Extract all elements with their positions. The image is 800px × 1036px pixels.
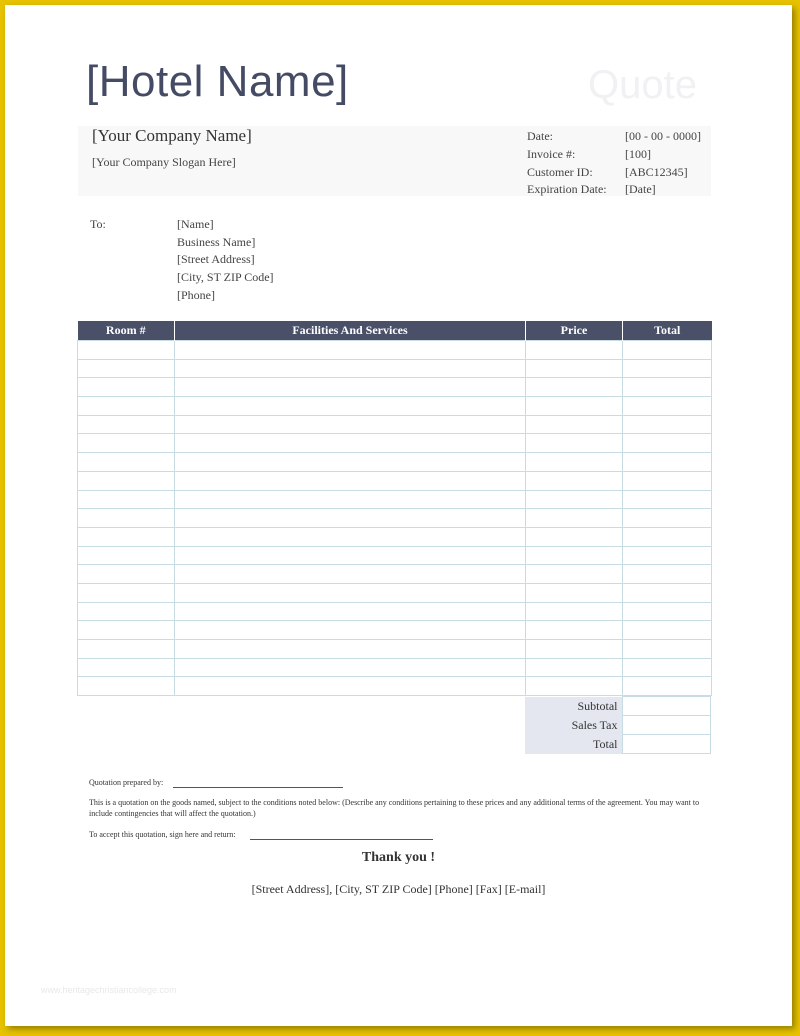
table-cell[interactable] [526, 640, 623, 659]
table-cell[interactable] [623, 453, 712, 472]
table-header-row [78, 321, 712, 341]
table-row [78, 359, 712, 378]
table-cell[interactable] [78, 546, 175, 565]
table-cell[interactable] [175, 602, 526, 621]
recipient-business: Business Name] [177, 235, 256, 249]
table-cell[interactable] [623, 546, 712, 565]
table-cell[interactable] [623, 341, 712, 360]
table-cell[interactable] [623, 602, 712, 621]
doc-type-watermark: Quote [588, 63, 697, 107]
table-cell[interactable] [526, 415, 623, 434]
expiration-date-label: Expiration Date: [527, 182, 607, 196]
table-row [78, 434, 712, 453]
company-slogan: [Your Company Slogan Here] [92, 155, 236, 169]
subtotal-row [525, 697, 711, 716]
subtotal-label: Subtotal [525, 697, 622, 716]
table-cell[interactable] [175, 471, 526, 490]
table-cell[interactable] [623, 359, 712, 378]
invoice-number-value: [100] [625, 147, 651, 161]
sales-tax-value-cell[interactable] [622, 716, 711, 735]
quote-page [5, 5, 792, 1026]
subtotal-value-cell[interactable] [622, 697, 711, 716]
table-cell[interactable] [175, 341, 526, 360]
table-cell[interactable] [623, 658, 712, 677]
table-cell[interactable] [78, 415, 175, 434]
date-value: [00 - 00 - 0000] [625, 129, 701, 143]
table-cell[interactable] [78, 453, 175, 472]
table-row [78, 415, 712, 434]
table-cell[interactable] [526, 341, 623, 360]
table-cell[interactable] [526, 378, 623, 397]
sales-tax-label: Sales Tax [525, 716, 622, 735]
table-cell[interactable] [175, 527, 526, 546]
table-cell[interactable] [623, 640, 712, 659]
company-name: [Your Company Name] [92, 126, 252, 145]
invoice-number-label: Invoice #: [527, 147, 576, 161]
table-row [78, 583, 712, 602]
table-cell[interactable] [175, 509, 526, 528]
recipient-street: [Street Address] [177, 252, 255, 266]
table-cell[interactable] [78, 583, 175, 602]
table-cell[interactable] [175, 546, 526, 565]
table-row [78, 546, 712, 565]
customer-id-value: [ABC12345] [625, 165, 688, 179]
table-cell[interactable] [78, 341, 175, 360]
table-cell[interactable] [175, 677, 526, 696]
table-cell[interactable] [526, 509, 623, 528]
signature-line[interactable] [250, 839, 433, 840]
table-cell[interactable] [526, 434, 623, 453]
customer-id-label: Customer ID: [527, 165, 593, 179]
table-cell[interactable] [623, 415, 712, 434]
table-cell[interactable] [526, 677, 623, 696]
table-cell[interactable] [175, 583, 526, 602]
total-label: Total [525, 735, 622, 754]
table-cell[interactable] [526, 397, 623, 416]
thank-you-text: Thank you ! [361, 850, 436, 865]
site-watermark: www.heritagechristiancollege.com [41, 985, 177, 995]
table-cell[interactable] [78, 434, 175, 453]
table-cell[interactable] [78, 490, 175, 509]
table-cell[interactable] [175, 565, 526, 584]
table-row [78, 453, 712, 472]
table-cell[interactable] [526, 658, 623, 677]
table-cell[interactable] [526, 583, 623, 602]
table-cell[interactable] [526, 565, 623, 584]
prepared-by-label: Quotation prepared by: [89, 778, 164, 787]
table-cell[interactable] [623, 378, 712, 397]
total-value-cell[interactable] [622, 735, 711, 754]
table-cell[interactable] [78, 509, 175, 528]
table-cell[interactable] [78, 378, 175, 397]
table-cell[interactable] [526, 527, 623, 546]
recipient-phone: [Phone] [177, 288, 215, 302]
table-cell[interactable] [526, 471, 623, 490]
table-cell[interactable] [78, 359, 175, 378]
table-cell[interactable] [78, 621, 175, 640]
sales-tax-row [525, 716, 711, 735]
table-cell[interactable] [526, 621, 623, 640]
expiration-date-value: [Date] [625, 182, 656, 196]
table-cell[interactable] [623, 397, 712, 416]
column-header-room: Room # [78, 321, 175, 341]
line-items-table [77, 321, 712, 696]
footer-contact: [Street Address], [City, ST ZIP Code] [Phone] [Fax] [E-mail] [251, 882, 546, 896]
table-cell[interactable] [78, 527, 175, 546]
table-row [78, 527, 712, 546]
table-cell[interactable] [526, 602, 623, 621]
table-cell[interactable] [175, 434, 526, 453]
table-cell[interactable] [78, 397, 175, 416]
table-cell[interactable] [78, 602, 175, 621]
table-cell[interactable] [623, 583, 712, 602]
table-cell[interactable] [526, 546, 623, 565]
table-row [78, 490, 712, 509]
totals-table [525, 696, 711, 754]
table-cell[interactable] [526, 359, 623, 378]
table-cell[interactable] [175, 378, 526, 397]
table-cell[interactable] [175, 640, 526, 659]
table-body [78, 341, 712, 696]
table-row [78, 397, 712, 416]
date-label: Date: [527, 129, 553, 143]
table-cell[interactable] [78, 565, 175, 584]
recipient-name: [Name] [177, 217, 214, 231]
accept-label: To accept this quotation, sign here and return: [89, 830, 236, 839]
table-cell[interactable] [623, 527, 712, 546]
recipient-city: [City, ST ZIP Code] [177, 270, 274, 284]
table-cell[interactable] [623, 621, 712, 640]
prepared-by-line[interactable] [173, 787, 343, 788]
table-cell[interactable] [175, 658, 526, 677]
table-cell[interactable] [175, 621, 526, 640]
table-cell[interactable] [623, 471, 712, 490]
total-row [525, 735, 711, 754]
table-cell[interactable] [78, 677, 175, 696]
column-header-facilities: Facilities And Services [175, 321, 526, 341]
table-row [78, 509, 712, 528]
table-row [78, 341, 712, 360]
table-cell[interactable] [78, 471, 175, 490]
table-row [78, 658, 712, 677]
table-cell[interactable] [623, 490, 712, 509]
table-cell[interactable] [175, 415, 526, 434]
table-cell[interactable] [175, 359, 526, 378]
table-row [78, 640, 712, 659]
table-cell[interactable] [78, 658, 175, 677]
hotel-name-title: [Hotel Name] [86, 57, 349, 106]
table-cell[interactable] [175, 490, 526, 509]
table-row [78, 378, 712, 397]
table-row [78, 602, 712, 621]
table-cell[interactable] [78, 640, 175, 659]
column-header-total: Total [623, 321, 712, 341]
conditions-text: This is a quotation on the goods named, subject to the conditions noted below: (Describe any conditions pertaining to these prices and any additional terms of the agreement. You may want to include contingencies that will affect the quotation.) [89, 798, 700, 818]
table-cell[interactable] [526, 490, 623, 509]
table-cell[interactable] [175, 397, 526, 416]
table-row [78, 471, 712, 490]
table-cell[interactable] [623, 677, 712, 696]
table-cell[interactable] [623, 509, 712, 528]
table-cell[interactable] [175, 453, 526, 472]
table-row [78, 621, 712, 640]
table-cell[interactable] [623, 565, 712, 584]
recipient-label: To: [90, 217, 106, 231]
table-cell[interactable] [623, 434, 712, 453]
table-row [78, 565, 712, 584]
table-row [78, 677, 712, 696]
column-header-price: Price [526, 321, 623, 341]
table-cell[interactable] [526, 453, 623, 472]
